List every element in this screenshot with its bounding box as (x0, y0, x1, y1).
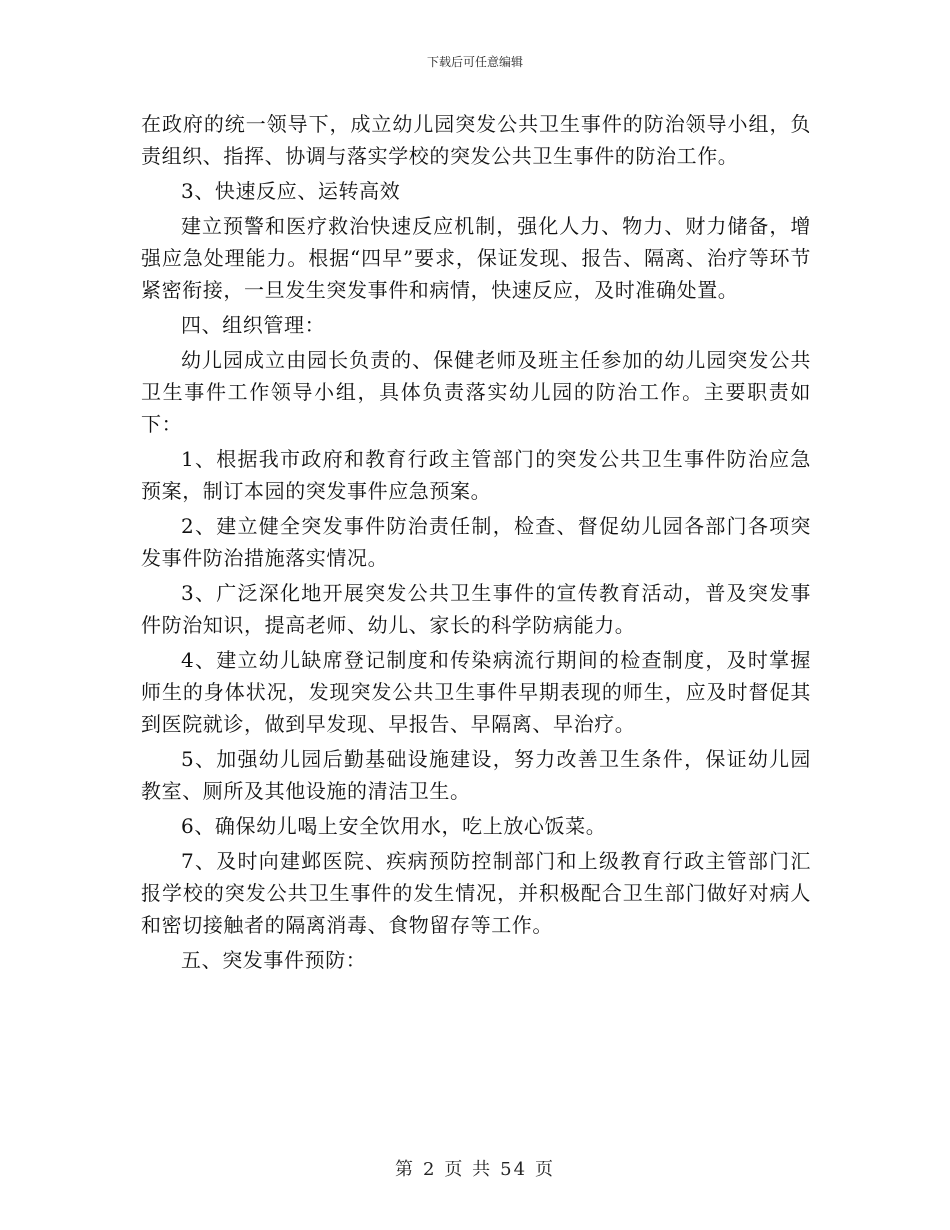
section-heading-4: 四、组织管理： (181, 313, 326, 337)
list-item-1: 1、根据我市政府和教育行政主管部门的突发公共卫生事件防治应急预案，制订本园的突发事件应急预案。 (141, 447, 811, 503)
list-item-5: 5、加强幼儿园后勤基础设施建设，努力改善卫生条件，保证幼儿园教室、厕所及其他设施的清洁卫生。 (141, 747, 811, 803)
footer-page-number: 2 (422, 1159, 437, 1180)
paragraph-5: 幼儿园成立由园长负责的、保健老师及班主任参加的幼儿园突发公共卫生事件工作领导小组，具体负责落实幼儿园的防治工作。主要职责如下： (141, 348, 811, 436)
document-body (141, 108, 811, 979)
paragraph-2: 3、快速反应、运转高效 (181, 179, 401, 203)
footer-suffix: 页 (535, 1159, 556, 1180)
list-item-4: 4、建立幼儿缺席登记制度和传染病流行期间的检查制度，及时掌握师生的身体状况，发现突发公共卫生事件早期表现的师生，应及时督促其到医院就诊，做到早发现、早报告、早隔离、早治疗。 (141, 648, 811, 736)
section-heading-5: 五、突发事件预防： (181, 948, 367, 972)
paragraph-3: 建立预警和医疗救治快速反应机制，强化人力、物力、财力储备，增强应急处理能力。根据“四早”要求，保证发现、报告、隔离、治疗等环节紧密衔接，一旦发生突发事件和病情，快速反应，及时准确处置。 (141, 214, 811, 302)
header-note: 下载后可任意编辑 (426, 55, 523, 69)
footer-total-pages: 54 (500, 1159, 528, 1180)
paragraph-1: 在政府的统一领导下，成立幼儿园突发公共卫生事件的防治领导小组，负责组织、指挥、协调与落实学校的突发公共卫生事件的防治工作。 (141, 112, 811, 168)
footer-middle: 页 共 (444, 1159, 493, 1180)
footer-prefix: 第 (394, 1159, 415, 1180)
list-item-3: 3、广泛深化地开展突发公共卫生事件的宣传教育活动，普及突发事件防治知识，提高老师、幼儿、家长的科学防病能力。 (141, 581, 811, 637)
page-footer (0, 1155, 950, 1181)
list-item-6: 6、确保幼儿喝上安全饮用水，吃上放心饭菜。 (181, 814, 607, 838)
list-item-2: 2、建立健全突发事件防治责任制，检查、督促幼儿园各部门各项突发事件防治措施落实情况。 (141, 514, 811, 570)
list-item-7: 7、及时向建邺医院、疾病预防控制部门和上级教育行政主管部门汇报学校的突发公共卫生事件的发生情况，并积极配合卫生部门做好对病人和密切接触者的隔离消毒、食物留存等工作。 (141, 849, 811, 937)
